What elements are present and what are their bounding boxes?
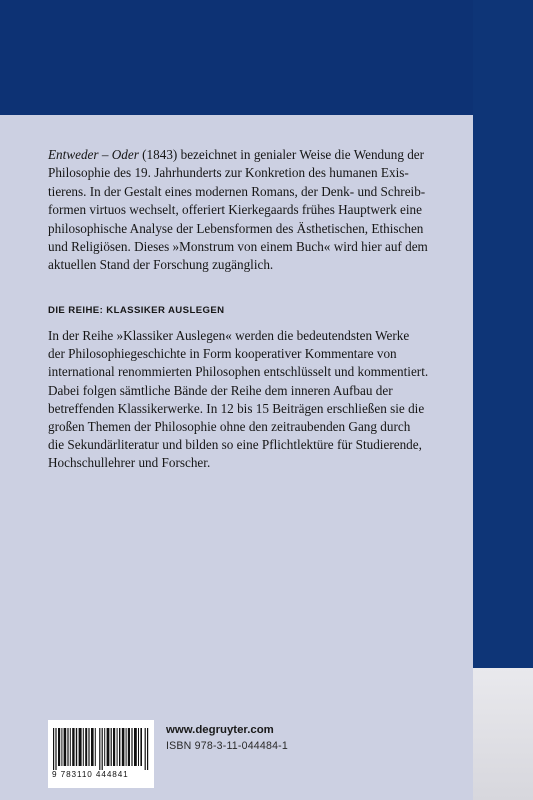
series-heading: DIE REIHE: KLASSIKER AUSLEGEN (48, 305, 225, 316)
series-line: großen Themen der Philosophie ohne den zeitraubenden Gang durch (48, 419, 411, 435)
blurb-line: und Religiösen. Dieses »Monstrum von einem Buch« wird hier auf dem (48, 239, 428, 255)
blurb-line: philosophische Analyse der Lebensformen des Ästhetischen, Ethischen (48, 220, 424, 236)
series-line: die Sekundärliteratur und bilden so eine Pflichtlektüre für Studierende, (48, 437, 422, 453)
series-line: Hochschullehrer und Forscher. (48, 455, 211, 471)
isbn-number: ISBN 978-3-11-044484-1 (166, 740, 288, 752)
blurb-line (48, 146, 458, 164)
book-title-italic: Entweder – Oder (48, 147, 139, 162)
barcode-digits: 9 783110 444841 (52, 770, 129, 779)
series-line: betreffenden Klassikerwerke. In 12 bis 15 Beiträgen erschließen sie die (48, 400, 425, 416)
blurb-line: Philosophie des 19. Jahrhunderts zur Konkretion des humanen Exis- (48, 165, 409, 181)
cover-corner-shadow (470, 668, 533, 800)
series-line: Dabei folgen sämtliche Bände der Reihe dem inneren Aufbau der (48, 382, 393, 398)
cover-top-band (0, 0, 533, 115)
series-line: In der Reihe »Klassiker Auslegen« werden die bedeutendsten Werke (48, 328, 410, 343)
blurb-line: formen virtuos wechselt, offeriert Kierkegaards frühes Hauptwerk eine (48, 202, 422, 218)
series-description (48, 327, 458, 473)
series-line: international renommierten Philosophen entschlüsselt und kommentiert. (48, 364, 429, 380)
blurb-line-rest: (1843) bezeichnet in genialer Weise die Wendung der (138, 147, 425, 162)
isbn-barcode (48, 720, 154, 788)
series-line: der Philosophiegeschichte in Form kooperativer Kommentare von (48, 346, 397, 362)
blurb-line: aktuellen Stand der Forschung zugänglich. (48, 257, 274, 273)
blurb-line: tierens. In der Gestalt eines modernen Romans, der Denk- und Schreib- (48, 183, 426, 199)
barcode-bars (53, 728, 149, 770)
publisher-website[interactable]: www.degruyter.com (166, 724, 274, 736)
book-blurb (48, 146, 458, 275)
